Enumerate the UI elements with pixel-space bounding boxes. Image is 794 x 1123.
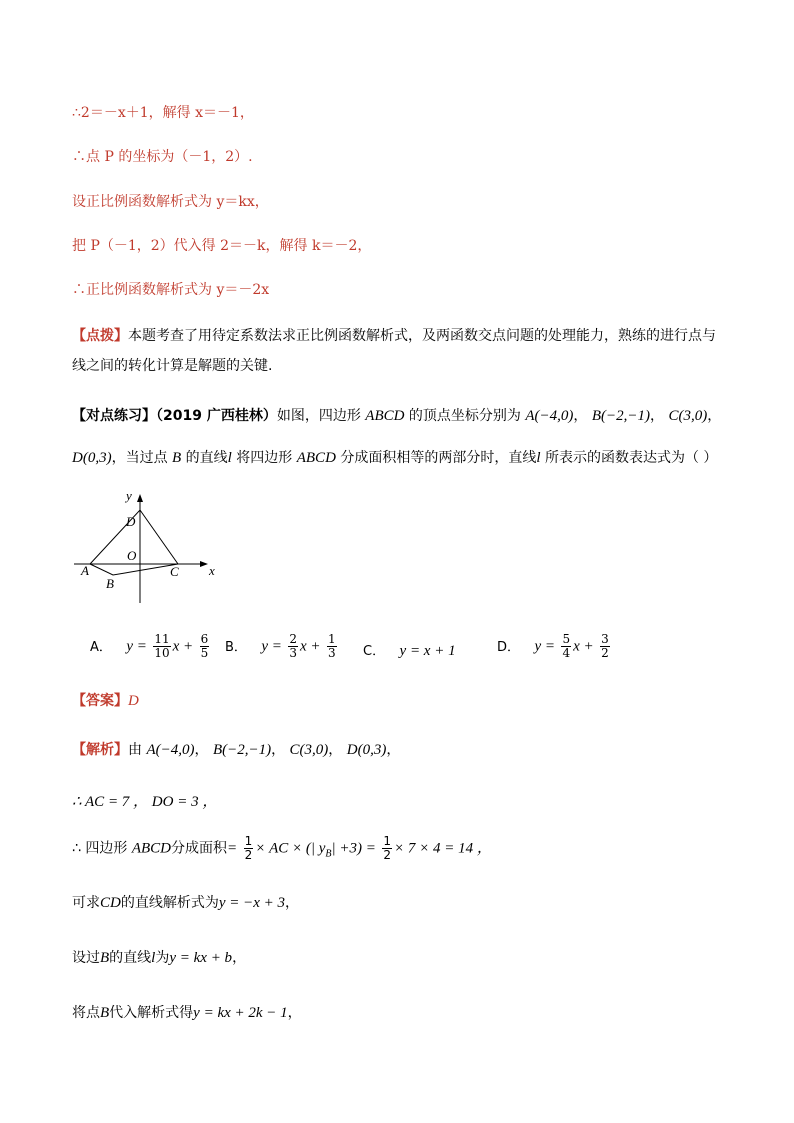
dianbo-text-1: 本题考查了用待定系数法求正比例函数解析式，及两函数交点问题的处理能力，熟练的进行点与 <box>128 328 716 344</box>
exercise-text: 将四边形 <box>236 450 293 466</box>
math-l: l <box>151 950 156 966</box>
solution-line-2: ∴点 P 的坐标为（－1，2）. <box>72 149 253 165</box>
point-c-coord: C(3,0) <box>668 408 708 424</box>
numerator: 11 <box>154 632 170 646</box>
point-a-coord: A(−4,0) <box>525 408 574 424</box>
fraction <box>327 633 337 660</box>
point-d-coord: D(0,3) <box>346 742 387 758</box>
math-abcd: ABCD <box>131 840 171 857</box>
analysis-text: 设过 <box>72 950 100 966</box>
option-expr: x + <box>172 638 194 655</box>
math-abcd: ABCD <box>296 450 336 466</box>
answer-line <box>72 690 139 710</box>
analysis-text: 的直线 <box>109 950 152 966</box>
math-l: l <box>536 450 541 466</box>
comma: ， <box>650 408 665 424</box>
option-c[interactable] <box>363 640 456 660</box>
dianbo-line-1 <box>72 325 716 345</box>
comma: ， <box>271 742 286 758</box>
analysis-line-2: ∴ AC = 7 ， DO = 3 ， <box>72 794 218 810</box>
option-expr: x + <box>573 638 594 655</box>
solution-line-1: ∴2＝－x＋1，解得 x＝－1， <box>72 105 254 121</box>
analysis-text: 的直线解析式为 <box>120 895 219 911</box>
subscript-b: B <box>325 848 332 860</box>
fraction <box>561 633 571 660</box>
exercise-line-1 <box>72 405 721 425</box>
answer-value: D <box>128 693 139 709</box>
solution-line-5: ∴正比例函数解析式为 y＝－2x <box>72 282 270 298</box>
analysis-tag: 【解析】 <box>72 742 128 758</box>
numerator: 3 <box>601 632 609 646</box>
dianbo-tag: 【点拨】 <box>72 328 128 344</box>
exercise-tag: 【对点练习】 <box>72 408 156 424</box>
option-expr: y = <box>534 638 555 655</box>
exercise-text: 的直线 <box>185 450 228 466</box>
point-d-coord: D(0,3) <box>72 450 112 466</box>
denominator: 3 <box>327 646 336 660</box>
math-expr: y = −x + 3 <box>218 895 286 911</box>
y-axis-label: y <box>126 488 132 503</box>
analysis-line-4 <box>72 892 299 912</box>
quadrilateral-figure <box>68 486 218 611</box>
point-c-coord: C(3,0) <box>289 742 329 758</box>
comma: ， <box>232 950 247 966</box>
point-b-coord: B(−2,−1) <box>591 408 651 424</box>
analysis-text: ∴ 四边形 <box>72 840 128 857</box>
fraction <box>200 633 210 660</box>
numerator: 1 <box>244 834 253 848</box>
analysis-line-6 <box>72 1002 302 1022</box>
analysis-text: 为 <box>155 950 170 966</box>
option-d[interactable] <box>497 633 612 660</box>
math-eq: = <box>226 840 238 857</box>
fraction <box>288 633 298 660</box>
label-c: C <box>170 564 179 579</box>
analysis-line-5 <box>72 947 246 967</box>
point-a-coord: A(−4,0) <box>146 742 195 758</box>
exercise-text: ，当过点 <box>111 450 168 466</box>
math-b: B <box>172 450 182 466</box>
math-cd: CD <box>100 895 121 911</box>
label-d: D <box>126 514 136 529</box>
option-letter: D． <box>497 639 521 655</box>
solution-line-4: 把 P（－1，2）代入得 2＝－k，解得 k＝－2， <box>72 238 372 254</box>
answer-tag: 【答案】 <box>72 693 128 709</box>
comma: ， <box>707 408 722 424</box>
exercise-text: 所表示的函数表达式为（ ） <box>544 450 718 466</box>
x-axis-arrow-icon <box>200 561 208 567</box>
math-l: l <box>227 450 232 466</box>
exercise-line-2 <box>72 447 717 467</box>
option-letter: B． <box>225 639 247 655</box>
analysis-text: 可求 <box>72 895 100 911</box>
exercise-text: 的顶点坐标分别为 <box>408 408 521 424</box>
comma: ， <box>573 408 588 424</box>
denominator: 3 <box>289 646 297 660</box>
option-b[interactable] <box>225 633 339 660</box>
denominator: 2 <box>244 848 253 862</box>
option-letter: C． <box>363 644 386 659</box>
math-expr: y = kx + 2k − 1 <box>193 1005 288 1021</box>
analysis-line-3 <box>72 835 492 862</box>
x-axis-label: x <box>209 563 215 578</box>
math-expr: × 7 × 4 = 14 ， <box>393 840 492 857</box>
math-abcd: ABCD <box>365 408 405 424</box>
comma: ， <box>386 742 401 758</box>
fraction <box>600 633 610 660</box>
exercise-text: 分成面积相等的两部分时，直线 <box>340 450 537 466</box>
option-expr: y = x + 1 <box>399 643 456 659</box>
analysis-text: 分成面积 <box>170 840 227 857</box>
option-expr: x + <box>300 638 321 655</box>
dianbo-line-2: 线之间的转化计算是解题的关键. <box>72 358 273 374</box>
label-b: B <box>106 576 114 591</box>
comma: ， <box>287 1005 302 1021</box>
label-a: A <box>81 563 89 578</box>
y-axis-arrow-icon <box>137 494 143 502</box>
denominator: 10 <box>154 646 170 660</box>
numerator: 1 <box>327 632 336 646</box>
math-expr: | +3) = <box>331 840 376 857</box>
numerator: 1 <box>383 834 391 848</box>
numerator: 6 <box>200 632 209 646</box>
point-b-coord: B(−2,−1) <box>212 742 272 758</box>
exercise-source: （2019 广西桂林） <box>156 408 277 424</box>
option-letter: A． <box>90 639 112 655</box>
analysis-text: 代入解析式得 <box>109 1005 194 1021</box>
option-a[interactable] <box>90 633 211 660</box>
denominator: 4 <box>562 646 571 660</box>
denominator: 5 <box>200 646 209 660</box>
fraction-half <box>244 835 254 862</box>
analysis-text: 将点 <box>72 1005 100 1021</box>
denominator: 2 <box>383 848 391 862</box>
option-expr: y = <box>261 638 282 655</box>
analysis-text: 由 <box>128 742 142 758</box>
math-expr: y = kx + b <box>169 950 233 966</box>
solution-line-3: 设正比例函数解析式为 y＝kx， <box>72 194 269 210</box>
comma: ， <box>285 895 300 911</box>
fraction-half <box>382 835 392 862</box>
numerator: 5 <box>562 632 571 646</box>
label-o: O <box>127 548 137 563</box>
comma: ， <box>328 742 343 758</box>
exercise-text: 如图，四边形 <box>276 408 361 424</box>
analysis-line-1 <box>72 739 400 759</box>
option-expr: y = <box>126 638 147 655</box>
numerator: 2 <box>289 632 297 646</box>
math-expr: × AC × (| y <box>255 840 326 857</box>
comma: ， <box>194 742 209 758</box>
fraction <box>153 633 170 660</box>
math-b: B <box>100 1005 110 1021</box>
math-b: B <box>100 950 110 966</box>
denominator: 2 <box>601 646 609 660</box>
